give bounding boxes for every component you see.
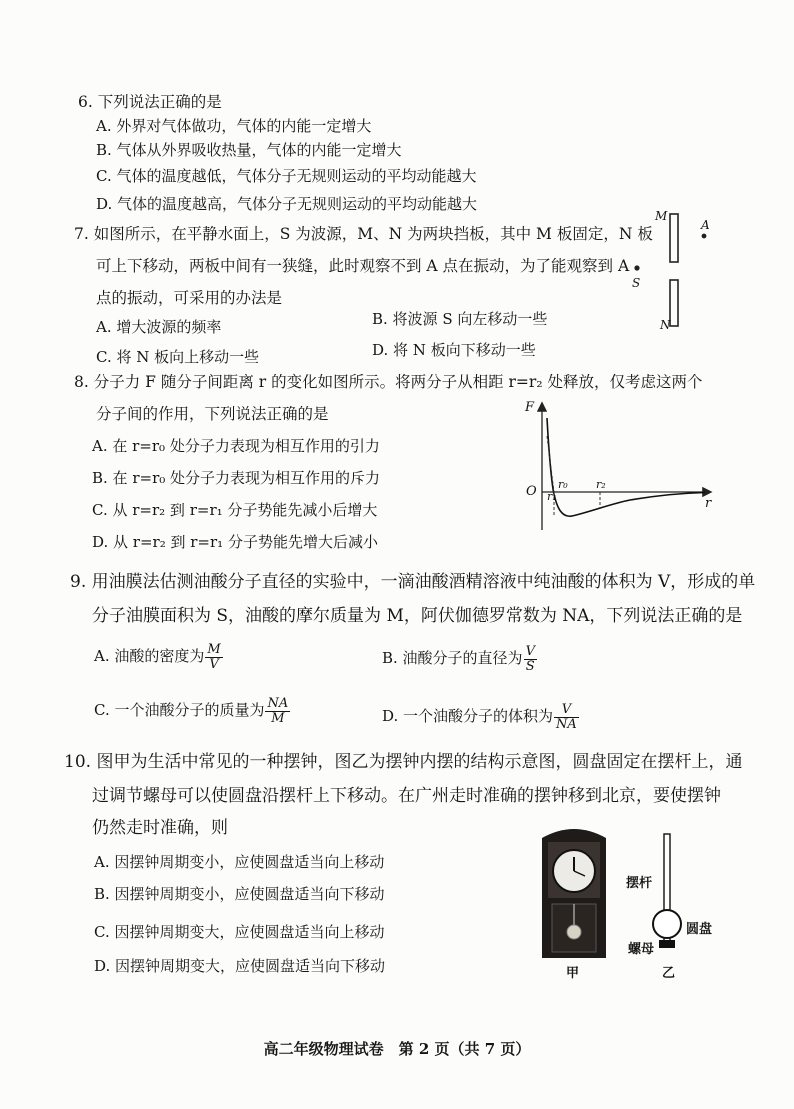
page-footer: 高二年级物理试卷 第 2 页（共 7 页） — [263, 1040, 531, 1058]
q9-fraction-b-den: S — [525, 658, 535, 674]
q9-option-c-text: C. 一个油酸分子的质量为 — [94, 701, 265, 719]
q9-option-c — [94, 694, 291, 726]
q9-option-d-text: D. 一个油酸分子的体积为 — [382, 707, 554, 725]
q9-fraction-a-den: V — [209, 656, 219, 672]
q10-option-c: C. 因摆钟周期变大，应使圆盘适当向上移动 — [94, 923, 385, 941]
q7-stem-line3: 点的振动，可采用的办法是 — [96, 289, 283, 307]
q6-option-b: B. 气体从外界吸收热量，气体的内能一定增大 — [96, 141, 402, 159]
label-r1: r₁ — [547, 490, 557, 503]
pendulum-disc — [653, 910, 681, 938]
q9-stem-line2: 分子油膜面积为 S，油酸的摩尔质量为 M，阿伏伽德罗常数为 NA，下列说法正确的是 — [92, 606, 743, 626]
label-s: S — [632, 276, 641, 290]
q9-fraction-c — [265, 697, 290, 726]
adjusting-nut — [659, 940, 675, 948]
q10-option-d: D. 因摆钟周期变大，应使圆盘适当向下移动 — [94, 957, 386, 975]
label-r0: r₀ — [558, 478, 568, 491]
label-jia: 甲 — [566, 966, 580, 981]
q10-stem-line1: 10. 图甲为生活中常见的一种摆钟，图乙为摆钟内摆的结构示意图，圆盘固定在摆杆上，通 — [64, 752, 743, 772]
force-curve — [547, 418, 705, 516]
q9-option-a — [94, 640, 224, 672]
q6-option-a: A. 外界对气体做功，气体的内能一定增大 — [96, 117, 372, 135]
q8-stem-line2: 分子间的作用，下列说法正确的是 — [96, 405, 329, 423]
q8-force-graph — [520, 396, 720, 536]
q10-stem-line3: 仍然走时准确，则 — [92, 818, 228, 838]
label-origin: O — [526, 484, 537, 499]
q10-stem-line2: 过调节螺母可以使圆盘沿摆杆上下移动。在广州走时准确的摆钟移到北京，要使摆钟 — [92, 786, 721, 806]
pendulum-clock-figure — [538, 824, 610, 960]
q8-option-c: C. 从 r=r₂ 到 r=r₁ 分子势能先减小后增大 — [92, 501, 378, 519]
q10-option-b: B. 因摆钟周期变小，应使圆盘适当向下移动 — [94, 885, 385, 903]
q8-option-a: A. 在 r=r₀ 处分子力表现为相互作用的引力 — [92, 437, 380, 455]
q9-fraction-c-num: NA — [267, 695, 289, 711]
q7-option-b: B. 将波源 S 向左移动一些 — [372, 310, 548, 328]
label-r2: r₂ — [596, 478, 606, 491]
q9-fraction-a-num: M — [207, 641, 221, 657]
q8-option-b: B. 在 r=r₀ 处分子力表现为相互作用的斥力 — [92, 469, 381, 487]
q9-fraction-b-num: V — [525, 643, 535, 659]
clock-pendulum-bob — [567, 925, 581, 939]
plate-n — [670, 280, 678, 326]
q9-fraction-d-num: V — [554, 703, 579, 718]
label-m: M — [655, 209, 668, 223]
label-nut: 螺母 — [628, 942, 655, 957]
q9-fraction-c-den: M — [271, 710, 285, 726]
q6-option-d: D. 气体的温度越高，气体分子无规则运动的平均动能越大 — [96, 195, 478, 213]
q10-option-a: A. 因摆钟周期变小，应使圆盘适当向上移动 — [94, 853, 385, 871]
point-a-dot — [702, 234, 707, 239]
q9-option-b — [382, 642, 538, 674]
q7-figure — [620, 204, 730, 334]
label-f: F — [525, 400, 535, 415]
q8-stem-line1: 8. 分子力 F 随分子间距离 r 的变化如图所示。将两分子从相距 r=r₂ 处释放，仅考虑这两个 — [74, 373, 703, 391]
label-rod: 摆杆 — [626, 876, 653, 891]
q7-option-d: D. 将 N 板向下移动一些 — [372, 341, 536, 359]
q7-option-a: A. 增大波源的频率 — [96, 318, 222, 336]
q9-fraction-b — [524, 645, 537, 674]
q9-option-a-text: A. 油酸的密度为 — [94, 647, 205, 665]
q9-fraction-d-den: NA — [556, 716, 577, 732]
q6-stem: 6. 下列说法正确的是 — [78, 93, 222, 111]
q9-fraction-a — [205, 643, 222, 672]
q9-fraction-d — [554, 703, 579, 732]
label-r: r — [705, 496, 712, 511]
q7-stem-line2: 可上下移动，两板中间有一狭缝，此时观察不到 A 点在振动，为了能观察到 A — [96, 257, 630, 275]
q7-option-c: C. 将 N 板向上移动一些 — [96, 348, 260, 366]
q9-option-d — [382, 700, 580, 732]
label-a: A — [701, 218, 710, 232]
label-yi: 乙 — [662, 966, 676, 981]
plate-m — [670, 214, 678, 262]
source-s-dot — [634, 265, 639, 270]
q9-stem-line1: 9. 用油膜法估测油酸分子直径的实验中，一滴油酸酒精溶液中纯油酸的体积为 V，形成的单 — [70, 572, 756, 592]
q6-option-c: C. 气体的温度越低，气体分子无规则运动的平均动能越大 — [96, 167, 477, 185]
q7-stem-line1: 7. 如图所示，在平静水面上，S 为波源，M、N 为两块挡板，其中 M 板固定，N 板 — [74, 225, 653, 243]
label-disc: 圆盘 — [686, 922, 713, 937]
q9-option-b-text: B. 油酸分子的直径为 — [382, 649, 523, 667]
label-n: N — [660, 318, 671, 332]
q8-option-d: D. 从 r=r₂ 到 r=r₁ 分子势能先增大后减小 — [92, 533, 378, 551]
